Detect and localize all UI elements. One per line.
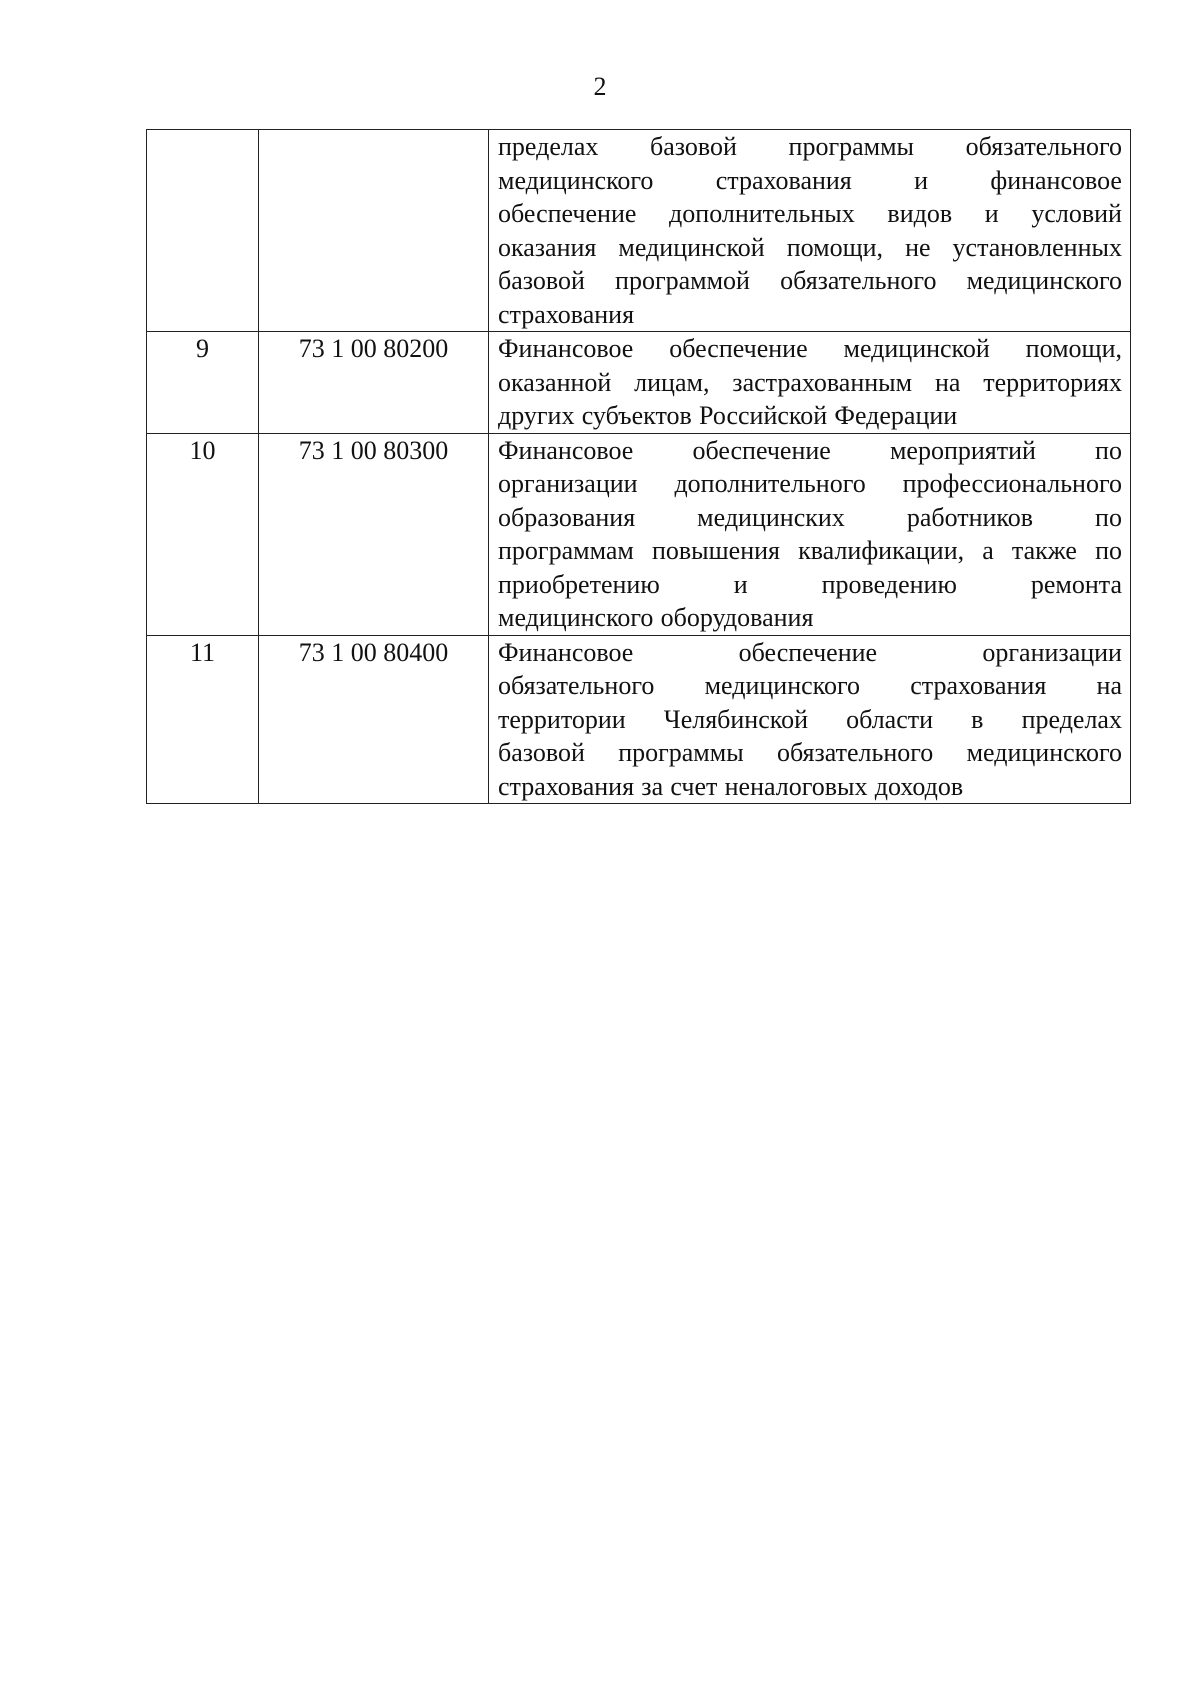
description-line: обеспечение дополнительных видов и условий: [498, 199, 1122, 228]
description-line: Финансовое обеспечение медицинской помощи,: [498, 334, 1122, 363]
description-line: оказания медицинской помощи, не установленных: [498, 232, 1122, 262]
target-article-code-cell: 73 1 00 80200: [259, 332, 489, 434]
target-article-code-cell: [259, 130, 489, 332]
description-line: страхования за счет неналоговых доходов: [498, 771, 964, 801]
description-cell: [489, 332, 1131, 434]
row-number-cell: 10: [147, 433, 259, 635]
description-line: базовой программы обязательного медицинского: [498, 738, 1122, 767]
description-line: обязательного медицинского страхования на: [498, 671, 1122, 700]
description-line: оказанной лицам, застрахованным на территориях: [498, 367, 1122, 397]
description-line: программам повышения квалификации, а также по: [498, 536, 1122, 565]
description-line: других субъектов Российской Федерации: [498, 401, 958, 430]
target-article-code-cell: 73 1 00 80300: [259, 433, 489, 635]
description-cell: [489, 130, 1131, 332]
description-line: пределах базовой программы обязательного: [498, 132, 1122, 161]
row-number-cell: 11: [147, 635, 259, 804]
budget-classification-table: [146, 129, 1131, 804]
table-body: [147, 130, 1131, 804]
description-cell: [489, 635, 1131, 804]
description-line: образования медицинских работников по: [498, 502, 1122, 532]
target-article-code-cell: 73 1 00 80400: [259, 635, 489, 804]
description-line: приобретению и проведению ремонта: [498, 569, 1122, 599]
description-line: территории Челябинской области в пределах: [498, 704, 1122, 734]
table-row: [147, 332, 1131, 434]
table-row: [147, 130, 1131, 332]
description-line: Финансовое обеспечение мероприятий по: [498, 435, 1122, 465]
description-line: медицинского страхования и финансовое: [498, 165, 1122, 195]
table-row: [147, 433, 1131, 635]
description-line: страхования: [498, 299, 635, 329]
table-row: [147, 635, 1131, 804]
description-line: Финансовое обеспечение организации: [498, 637, 1122, 667]
description-line: организации дополнительного профессионального: [498, 469, 1122, 498]
row-number-cell: 9: [147, 332, 259, 434]
description-cell: [489, 433, 1131, 635]
description-line: базовой программой обязательного медицинского: [498, 266, 1122, 295]
page-number: 2: [593, 72, 607, 101]
description-line: медицинского оборудования: [498, 603, 814, 632]
row-number-cell: [147, 130, 259, 332]
